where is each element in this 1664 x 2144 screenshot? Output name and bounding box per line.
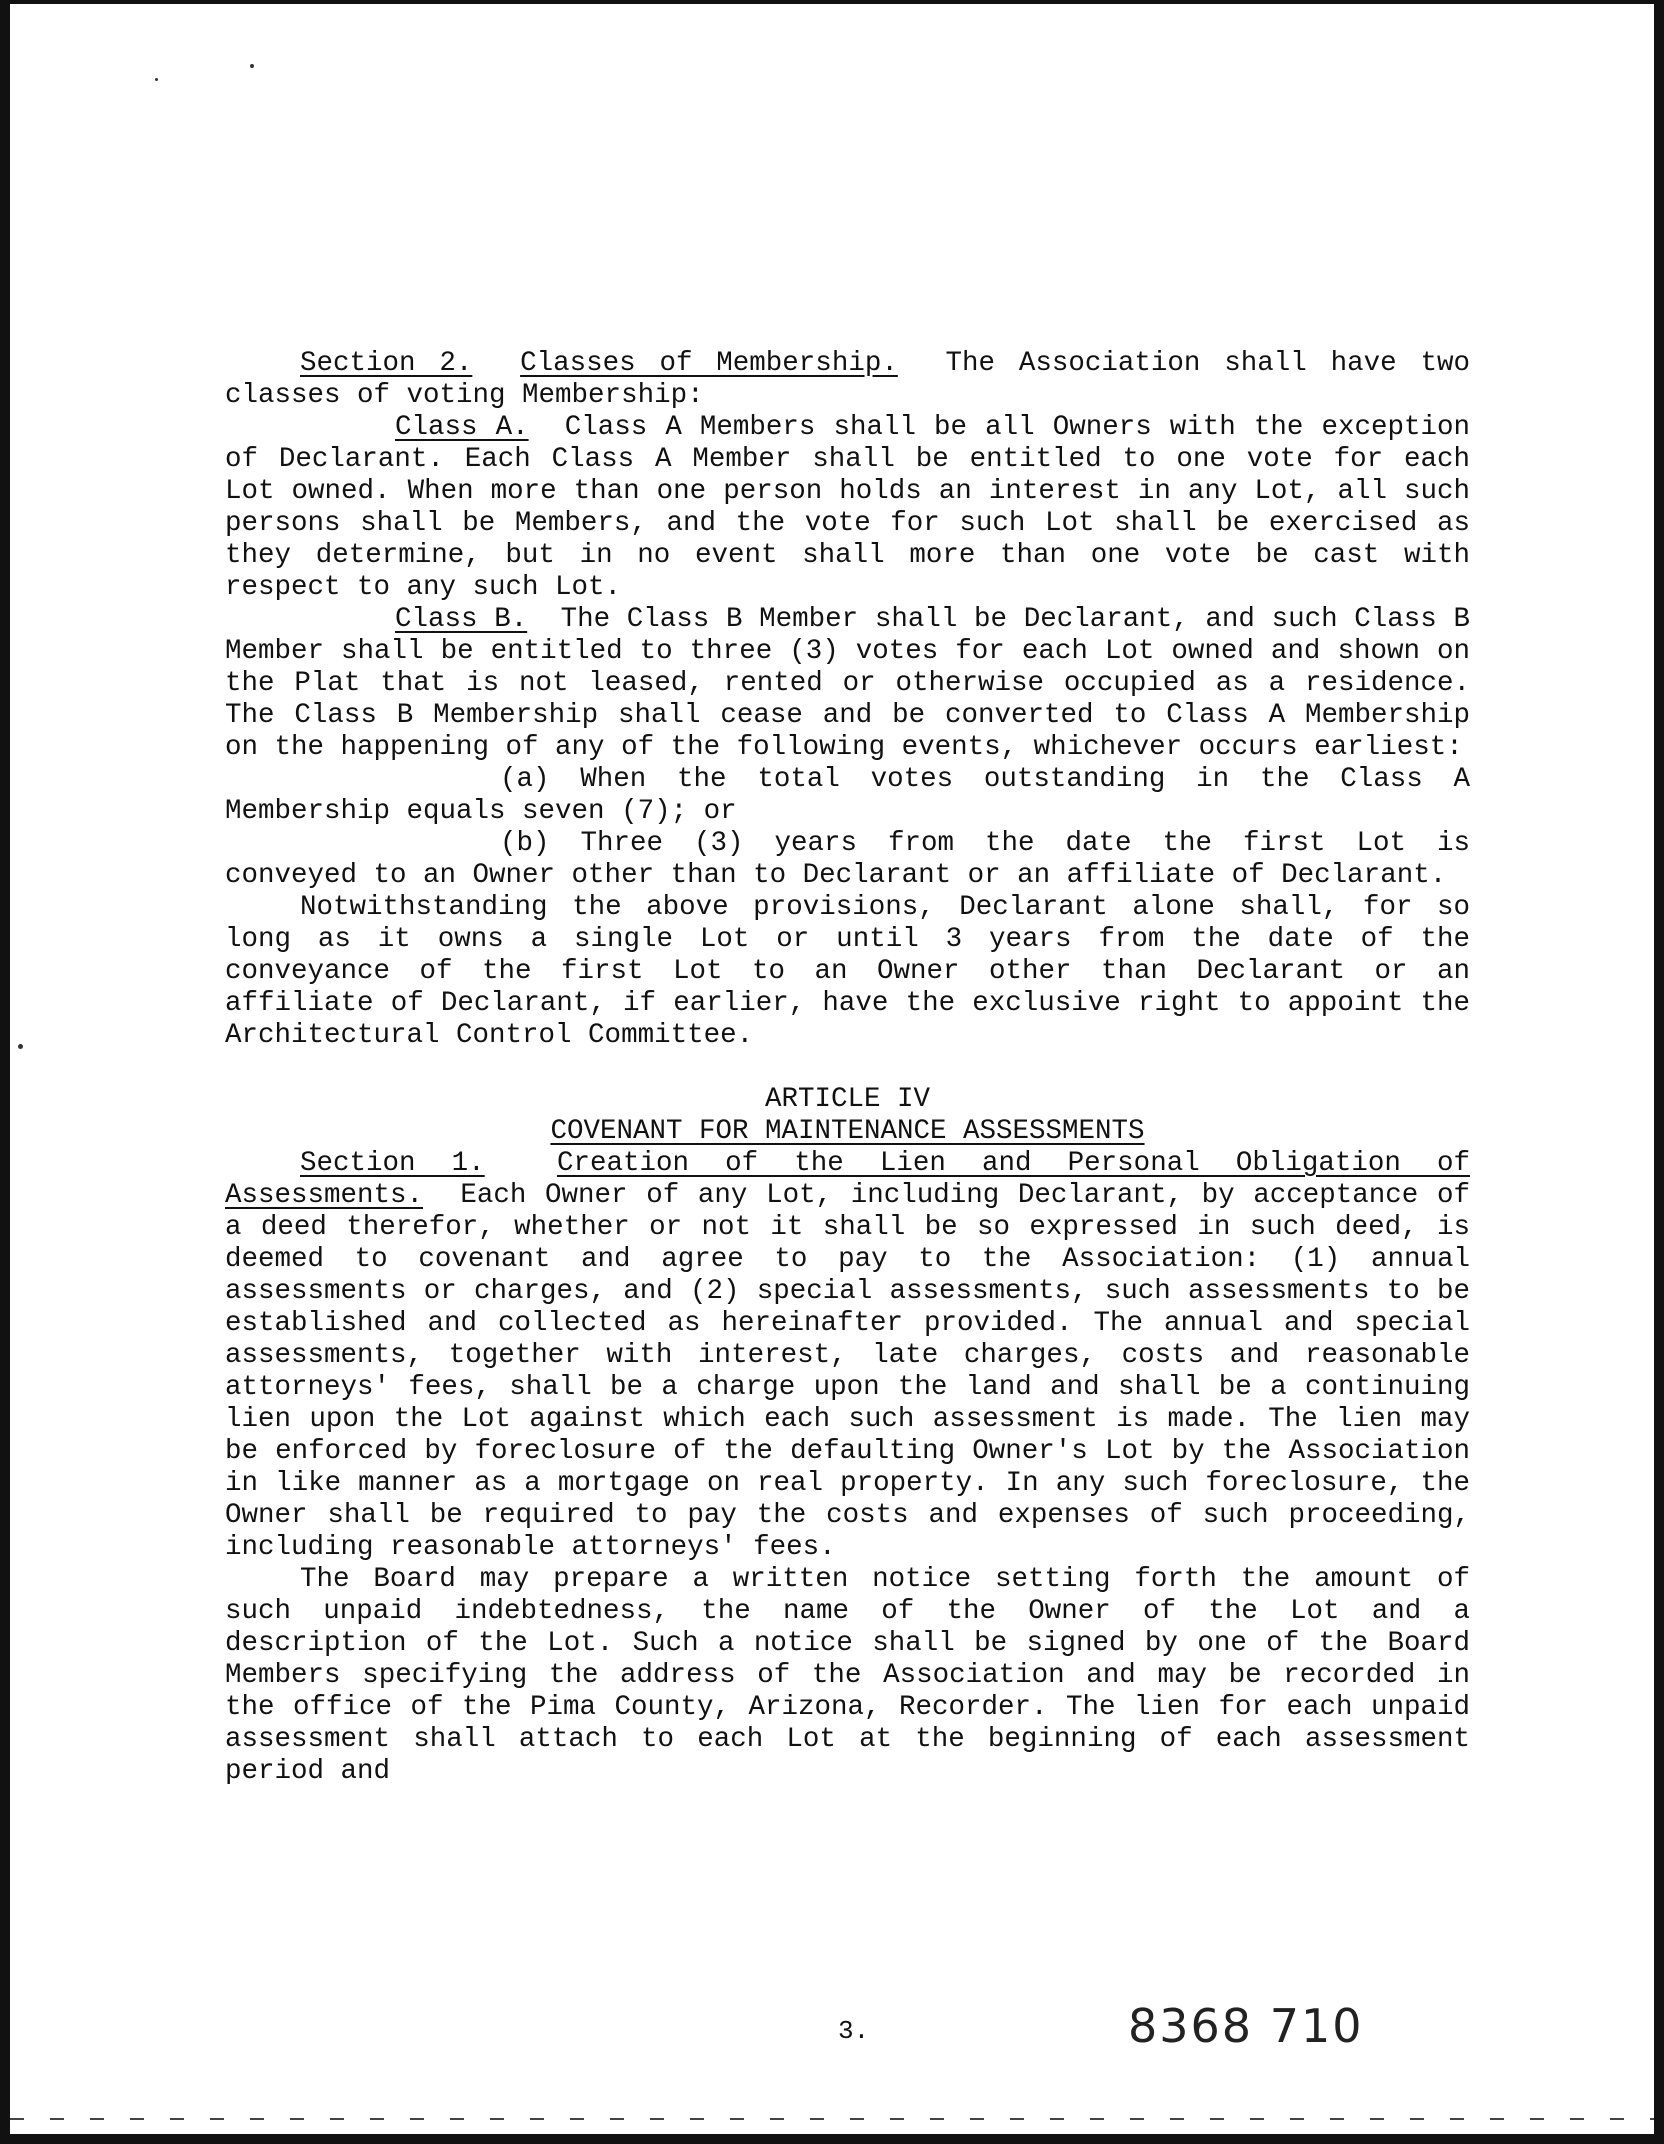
section-1-text: Each Owner of any Lot, including Declarant, by acceptance of a deed therefor, whether or not it shall be so expressed in such deed, is deemed to covenant and agree to pay to the Association: (1) annual assessments or charges, and (2) special assessments, such assessments to be established and collected as hereinafter provided. The annual and special assessments, together with interest, late charges, costs and reasonable attorneys' fees, shall be a charge upon the land and shall be a continuing lien upon the Lot against which each such assessment is made. The lien may be enforced by foreclosure of the defaulting Owner's Lot by the Association in like manner as a mortgage on real property. In any such foreclosure, the Owner shall be required to pay the costs and expenses of such proceeding, including reasonable attorneys' fees. (225, 1180, 1470, 1563)
class-b-text: The Class B Member shall be Declarant, and such Class B Member shall be entitled to three (3) votes for each Lot owned and shown on the Plat that is not leased, rented or otherwise occupied as a residence. The Class B Membership shall cease and be converted to Class A Membership on the happening of any of the following events, whichever occurs earliest: (225, 604, 1470, 763)
article-title (225, 1116, 1470, 1148)
scan-speck (18, 1044, 23, 1049)
section-1-title: Creation of the Lien and Personal Obligation of Assessments. (225, 1148, 1470, 1211)
section-2-heading: Section 2. (300, 348, 473, 379)
page-number: 3. (838, 2016, 870, 2046)
scan-speck (250, 64, 254, 68)
class-a-text: Class A Members shall be all Owners with the exception of Declarant. Each Class A Member shall be entitled to one vote for each Lot owned. When more than one person holds an interest in any Lot, all such persons shall be Members, and the vote for such Lot shall be exercised as they determine, but in no event shall more than one vote be cast with respect to any such Lot. (225, 412, 1470, 603)
class-b-item-b: (b) Three (3) years from the date the first Lot is conveyed to an Owner other than to Declarant or an affiliate of Declarant. (225, 828, 1470, 891)
article-number: ARTICLE IV (764, 1084, 931, 1115)
scan-speck (155, 78, 158, 81)
class-b-item-a: (a) When the total votes outstanding in the Class A Membership equals seven (7); or (225, 764, 1470, 827)
document-body (225, 348, 1470, 1788)
class-b-paragraph (225, 604, 1470, 764)
board-notice-paragraph: The Board may prepare a written notice setting forth the amount of such unpaid indebtedness, the name of the Owner of the Lot and a description of the Lot. Such a notice shall be signed by one of the Board Members specifying the address of the Association and may be recorded in the office of the Pima County, Arizona, Recorder. The lien for each unpaid assessment shall attach to each Lot at the beginning of each assessment period and (225, 1564, 1470, 1787)
section-2-paragraph (225, 348, 1470, 412)
document-number: 8368 710 (1128, 1999, 1364, 2053)
section-1-paragraph (225, 1148, 1470, 1564)
class-a-paragraph (225, 412, 1470, 604)
article-title-text: COVENANT FOR MAINTENANCE ASSESSMENTS (550, 1116, 1145, 1147)
section-2-intro: The Association shall have two classes of voting Membership: (225, 348, 1470, 411)
notwithstanding-paragraph: Notwithstanding the above provisions, Declarant alone shall, for so long as it owns a single Lot or until 3 years from the date of the conveyance of the first Lot to an Owner other than Declarant or an affiliate of Declarant, if earlier, have the exclusive right to appoint the Architectural Control Committee. (225, 892, 1470, 1051)
section-1-heading: Section 1. (300, 1148, 485, 1179)
scan-edge-marks (10, 2118, 1654, 2120)
section-2-title: Classes of Membership. (520, 348, 898, 379)
class-b-label: Class B. (395, 604, 528, 635)
class-a-label: Class A. (395, 412, 529, 443)
